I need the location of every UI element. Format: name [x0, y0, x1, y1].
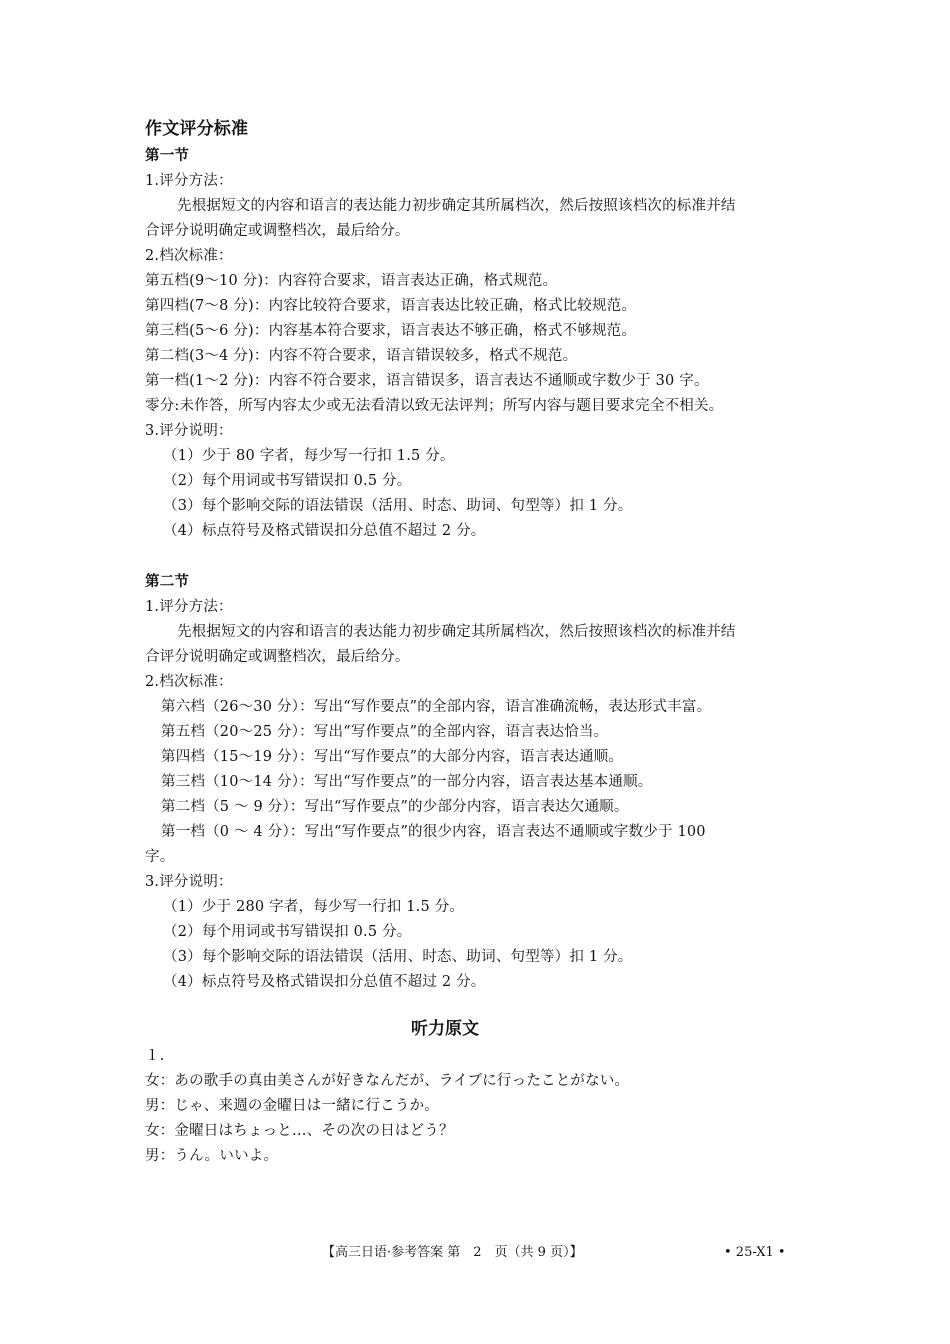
- dialogue-line: 女：金曜日はちょっと…、その次の日はどう？: [145, 1123, 454, 1139]
- s2-level-item: 第三档（10～14 分）：写出“写作要点”的一部分内容，语言表达基本通顺。: [161, 774, 653, 790]
- s1-notes-title: 3.评分说明：: [145, 423, 233, 439]
- page-code: • 25-X1 •: [724, 1245, 786, 1260]
- section-1-heading: 第一节: [145, 148, 190, 164]
- listening-title: 听力原文: [411, 1019, 479, 1039]
- s1-note-item: （3）每个影响交际的语法错误（活用、时态、助词、句型等）扣 1 分。: [163, 498, 633, 514]
- s1-method-paragraph-line-1: 先根据短文的内容和语言的表达能力初步确定其所属档次，然后按照该档次的标准并结: [177, 198, 736, 214]
- s2-method-title: 1.评分方法：: [145, 599, 233, 615]
- s2-method-paragraph-line-1: 先根据短文的内容和语言的表达能力初步确定其所属档次，然后按照该档次的标准并结: [177, 624, 736, 640]
- s1-levels-title: 2.档次标准：: [145, 248, 233, 264]
- s1-level-item: 第三档(5～6 分)：内容基本符合要求，语言表达不够正确，格式不够规范。: [145, 323, 637, 339]
- s1-level-item: 第四档(7～8 分)：内容比较符合要求，语言表达比较正确，格式比较规范。: [145, 298, 637, 314]
- dialogue-line: 女：あの歌手の真由美さんが好きなんだが、ライブに行ったことがない。: [145, 1073, 630, 1089]
- s2-note-item: （1）少于 280 字者，每少写一行扣 1.5 分。: [163, 899, 465, 915]
- s2-level-item: 第五档（20～25 分）：写出“写作要点”的全部内容，语言表达恰当。: [161, 724, 609, 740]
- s1-note-item: （1）少于 80 字者，每少写一行扣 1.5 分。: [163, 448, 455, 464]
- s1-level-item: 第二档(3～4 分)：内容不符合要求，语言错误较多，格式不规范。: [145, 348, 578, 364]
- s1-level-item: 零分:未作答，所写内容太少或无法看清以致无法评判；所写内容与题目要求完全不相关。: [145, 398, 724, 414]
- s2-level-item: 第一档（0 ～ 4 分）：写出“写作要点”的很少内容，语言表达不通顺或字数少于 100: [161, 824, 706, 840]
- s2-levels-title: 2.档次标准：: [145, 674, 233, 690]
- s1-method-paragraph-line-2: 合评分说明确定或调整档次，最后给分。: [145, 223, 410, 239]
- s1-level-item: 第一档(1～2 分)：内容不符合要求，语言错误多，语言表达不通顺或字数少于 30 字。: [145, 373, 709, 389]
- s2-method-paragraph-line-2: 合评分说明确定或调整档次，最后给分。: [145, 649, 410, 665]
- s2-note-item: （2）每个用词或书写错误扣 0.5 分。: [163, 924, 412, 940]
- s1-method-title: 1.评分方法：: [145, 173, 233, 189]
- page-footer: 【高三日语·参考答案 第 2 页（共 9 页）】: [322, 1245, 583, 1260]
- s2-level-item: 第二档（5 ～ 9 分）：写出“写作要点”的少部分内容，语言表达欠通顺。: [161, 799, 629, 815]
- s1-note-item: （4）标点符号及格式错误扣分总值不超过 2 分。: [163, 523, 486, 539]
- essay-title: 作文评分标准: [145, 119, 249, 139]
- s1-note-item: （2）每个用词或书写错误扣 0.5 分。: [163, 473, 412, 489]
- s2-level-item: 第四档（15～19 分）：写出“写作要点”的大部分内容，语言表达通顺。: [161, 749, 624, 765]
- s2-notes-title: 3.评分说明：: [145, 874, 233, 890]
- listening-question-number: １.: [145, 1048, 165, 1064]
- s2-note-item: （4）标点符号及格式错误扣分总值不超过 2 分。: [163, 974, 486, 990]
- s2-level-item: 第六档（26～30 分）：写出“写作要点”的全部内容，语言准确流畅，表达形式丰富。: [161, 699, 712, 715]
- s2-level-item-wrap: 字。: [145, 849, 175, 865]
- dialogue-line: 男：じゃ、来週の金曜日は一緒に行こうか。: [145, 1098, 439, 1114]
- s2-note-item: （3）每个影响交际的语法错误（活用、时态、助词、句型等）扣 1 分。: [163, 949, 633, 965]
- section-2-heading: 第二节: [145, 574, 190, 590]
- dialogue-line: 男：うん。いいよ。: [145, 1148, 279, 1164]
- s1-level-item: 第五档(9～10 分)：内容符合要求，语言表达正确，格式规范。: [145, 273, 558, 289]
